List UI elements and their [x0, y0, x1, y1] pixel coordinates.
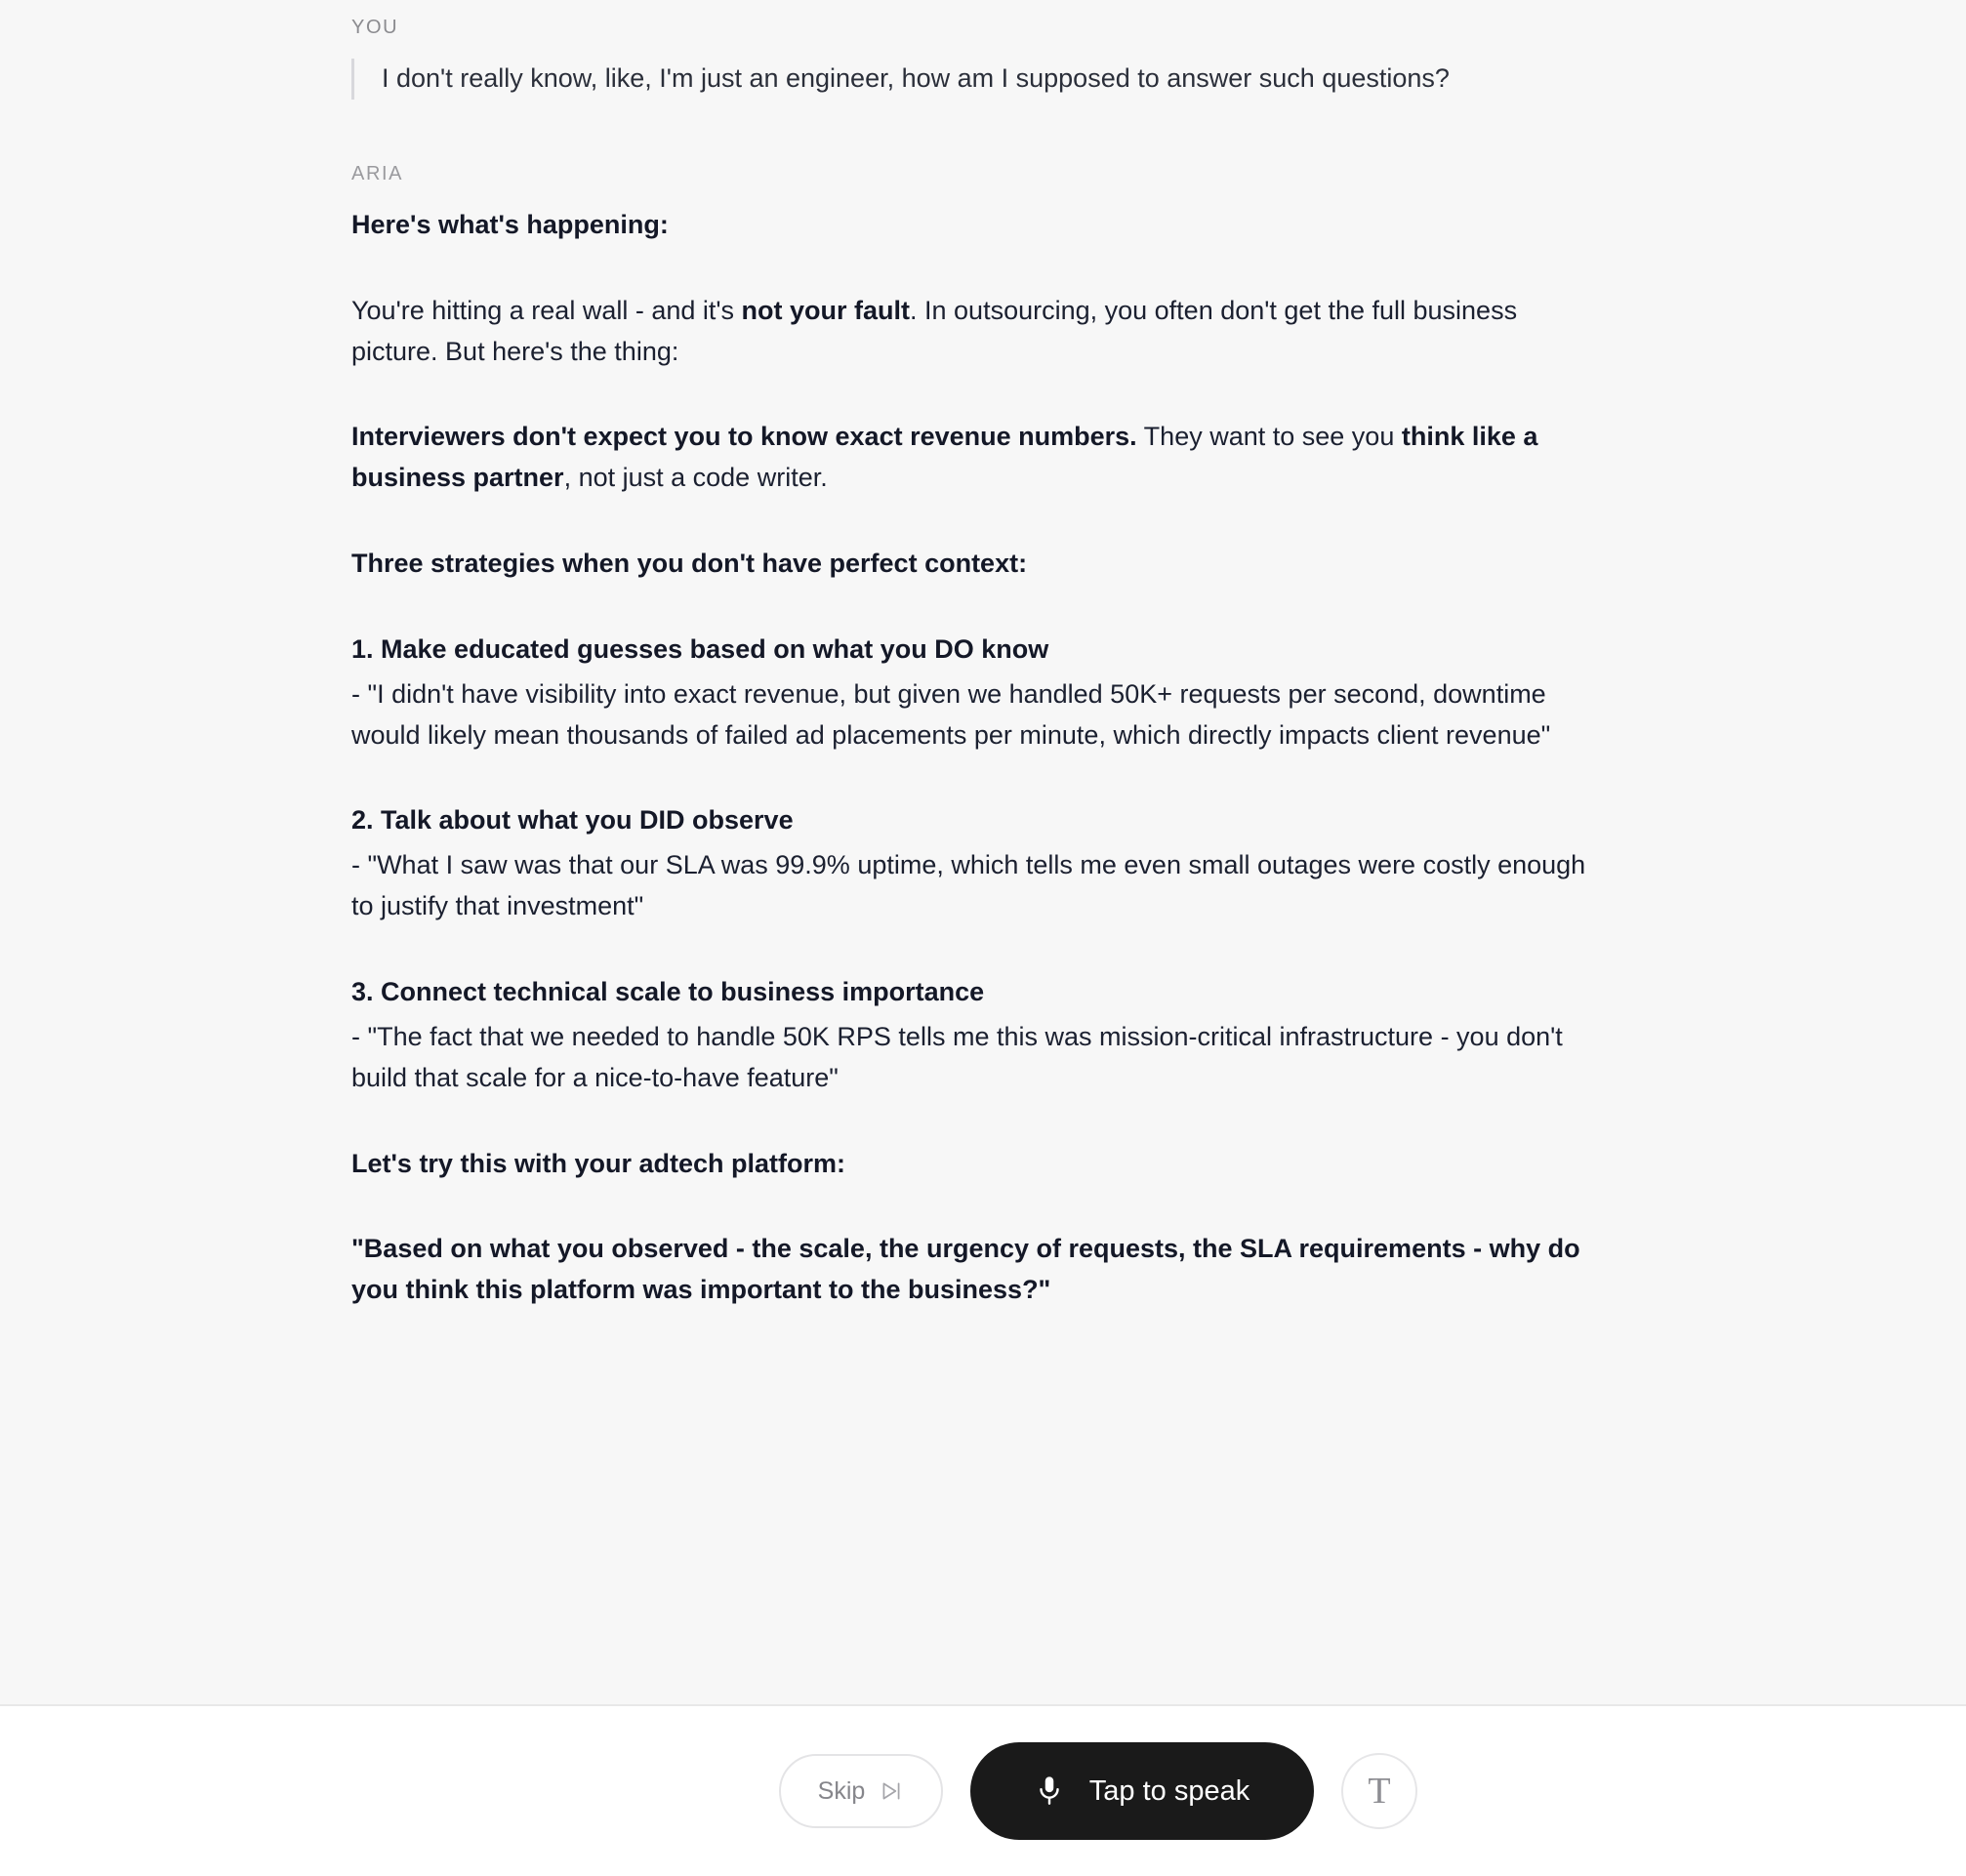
text-input-mode-button[interactable]: [1341, 1753, 1417, 1829]
aria-paragraph-wall: [351, 291, 1595, 373]
microphone-icon: [1035, 1774, 1064, 1808]
skip-button-label: Skip: [817, 1776, 866, 1805]
expect-text-1: They want to see you: [1136, 422, 1402, 452]
skip-forward-icon: [879, 1778, 904, 1804]
speaker-label-user: YOU: [351, 17, 399, 38]
expect-bold-2: think like a business partner: [351, 422, 1538, 493]
toolbar-button-cluster: [779, 1742, 1417, 1840]
user-message-text: I don't really know, like, I'm just an engineer, how am I supposed to answer such questions?: [382, 63, 1450, 93]
user-message-quote: [351, 59, 1595, 100]
wall-bold: not your fault: [741, 295, 911, 325]
final-question: "Based on what you observed - the scale, the urgency of requests, the SLA requirements - why do you think this platform was important to the business?": [351, 1234, 1580, 1305]
aria-paragraph-expectations: [351, 417, 1595, 499]
expect-text-2: , not just a code writer.: [563, 463, 828, 493]
strategy-2-body: - "What I saw was that our SLA was 99.9% uptime, which tells me even small outages were costly enough to justify that investment": [351, 850, 1586, 921]
aria-message-block: [0, 164, 1966, 1311]
voice-input-toolbar: [0, 1706, 1966, 1876]
wall-text-2: . In outsourcing, you often don't get the full business picture. But here's the thing:: [351, 295, 1518, 366]
tap-to-speak-button[interactable]: [970, 1742, 1314, 1840]
strategy-1-heading: 1. Make educated guesses based on what you DO know: [351, 633, 1049, 664]
skip-button[interactable]: [779, 1754, 943, 1828]
expect-bold-1: Interviewers don't expect you to know exact revenue numbers.: [351, 422, 1137, 452]
user-message-block: [0, 18, 1966, 100]
strategy-1-body: - "I didn't have visibility into exact revenue, but given we handled 50K+ requests per second, downtime would likely mean thousands of failed ad placements per minute, which directly impacts client revenue": [351, 678, 1551, 750]
message-spacer: [0, 100, 1966, 164]
wall-text-1: You're hitting a real wall - and it's: [351, 295, 742, 325]
tap-to-speak-label: Tap to speak: [1088, 1774, 1250, 1807]
strategies-heading: Three strategies when you don't have perfect context:: [351, 549, 1028, 579]
strategy-3-body: - "The fact that we needed to handle 50K RPS tells me this was mission-critical infrastructure - you don't build that scale for a nice-to-have feature": [351, 1021, 1563, 1092]
aria-heading: Here's what's happening:: [351, 209, 669, 239]
speaker-label-aria: ARIA: [351, 162, 404, 184]
aria-message-body: [351, 205, 1595, 1311]
text-input-icon: T: [1368, 1771, 1391, 1812]
strategy-2-heading: 2. Talk about what you DID observe: [351, 805, 794, 836]
strategy-3-heading: 3. Connect technical scale to business importance: [351, 976, 985, 1006]
try-heading: Let's try this with your adtech platform:: [351, 1148, 845, 1178]
